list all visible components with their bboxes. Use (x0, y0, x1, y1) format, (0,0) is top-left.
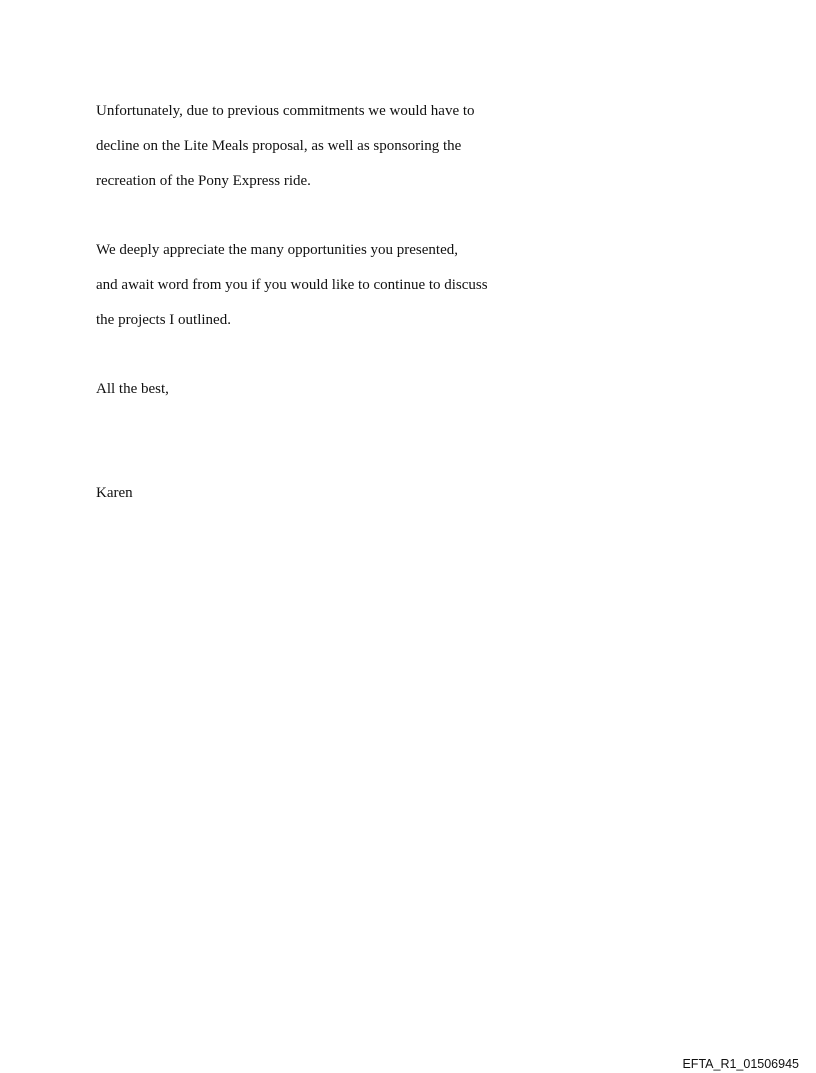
letter-body (96, 94, 556, 511)
paragraph-spacer (96, 338, 556, 372)
paragraph-line: decline on the Lite Meals proposal, as well as sponsoring the (96, 138, 462, 154)
paragraph-line: the projects I outlined. (96, 312, 231, 328)
signature-spacer (96, 407, 556, 476)
signature (96, 476, 556, 511)
paragraph-line: recreation of the Pony Express ride. (96, 173, 311, 189)
closing-text: All the best, (96, 381, 169, 397)
signature-name: Karen (96, 485, 133, 501)
paragraph-line: We deeply appreciate the many opportunities you presented, (96, 242, 458, 258)
bates-number: EFTA_R1_01506945 (682, 1057, 799, 1071)
paragraph-line: Unfortunately, due to previous commitments we would have to (96, 103, 475, 119)
paragraph-appreciation (96, 233, 556, 338)
paragraph-declination (96, 94, 556, 199)
closing (96, 372, 556, 407)
paragraph-line: and await word from you if you would like to continue to discuss (96, 277, 488, 293)
paragraph-spacer (96, 199, 556, 233)
